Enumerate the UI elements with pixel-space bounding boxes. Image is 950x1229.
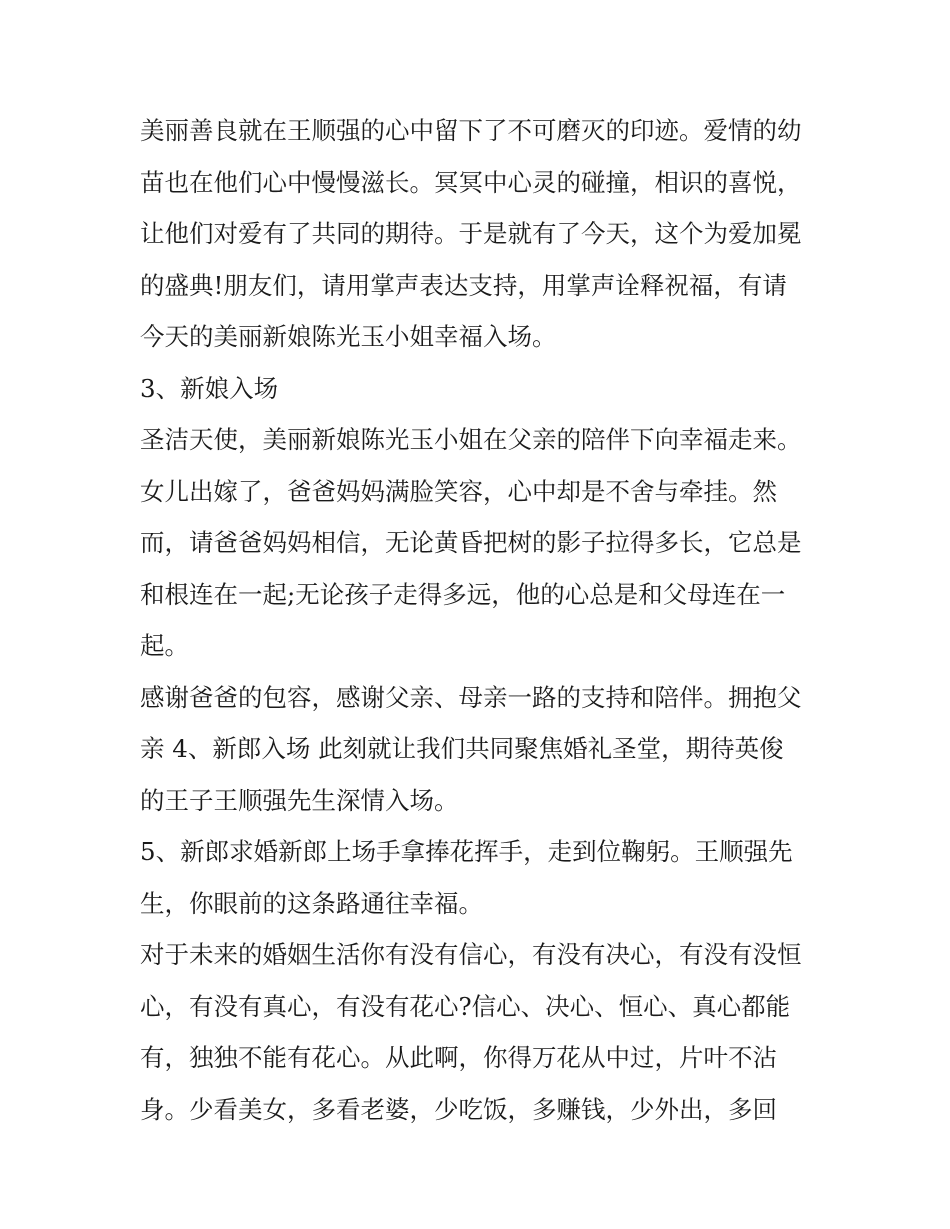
text-line: 亲 4、新郎入场 此刻就让我们共同聚焦婚礼圣堂，期待英俊 — [140, 734, 784, 763]
text-line: 对于未来的婚姻生活你有没有信心，有没有决心，有没有没恒 — [140, 940, 802, 969]
text-line: 圣洁天使，美丽新娘陈光玉小姐在父亲的陪伴下向幸福走来。 — [140, 425, 802, 454]
paragraph-bride-father — [140, 414, 815, 672]
text-line: 的王子王顺强先生深情入场。 — [140, 785, 459, 815]
text-line: 感谢爸爸的包容，感谢父亲、母亲一路的支持和陪伴。拥抱父 — [140, 682, 802, 712]
text-line: 心，有没有真心，有没有花心?信心、决心、恒心、真心都能 — [140, 991, 791, 1021]
text-line: 美丽善良就在王顺强的心中留下了不可磨灭的印迹。爱情的幼 — [140, 116, 802, 145]
section-heading-bride-entrance — [140, 363, 815, 415]
text-line: 今天的美丽新娘陈光玉小姐幸福入场。 — [140, 322, 557, 351]
paragraph-vows — [140, 929, 815, 1135]
text-line: 让他们对爱有了共同的期待。于是就有了今天，这个为爱加冕 — [140, 219, 802, 248]
text-line: 的盛典!朋友们，请用掌声表达支持，用掌声诠释祝福，有请 — [140, 270, 787, 300]
text-line: 而，请爸爸妈妈相信，无论黄昏把树的影子拉得多长，它总是 — [140, 528, 802, 557]
paragraph-1 — [140, 105, 815, 363]
text-line: 3、新娘入场 — [140, 373, 279, 403]
text-line: 生，你眼前的这条路通往幸福。 — [140, 888, 483, 918]
text-line: 身。少看美女，多看老婆，少吃饭，多赚钱，少外出，多回 — [140, 1094, 777, 1124]
text-line: 有，独独不能有花心。从此啊，你得万花从中过，片叶不沾 — [140, 1043, 777, 1072]
text-line: 和根连在一起;无论孩子走得多远，他的心总是和父母连在一 — [140, 579, 786, 609]
text-line: 苗也在他们心中慢慢滋长。冥冥中心灵的碰撞，相识的喜悦， — [140, 167, 802, 197]
text-line: 5、新郎求婚新郎上场手拿捧花挥手，走到位鞠躬。王顺强先 — [140, 837, 793, 866]
text-line: 女儿出嫁了，爸爸妈妈满脸笑容，心中却是不舍与牵挂。然 — [140, 476, 777, 506]
text-line: 起。 — [140, 631, 189, 660]
paragraph-groom-entrance — [140, 672, 815, 827]
paragraph-proposal — [140, 826, 815, 929]
document-body — [140, 105, 815, 1135]
